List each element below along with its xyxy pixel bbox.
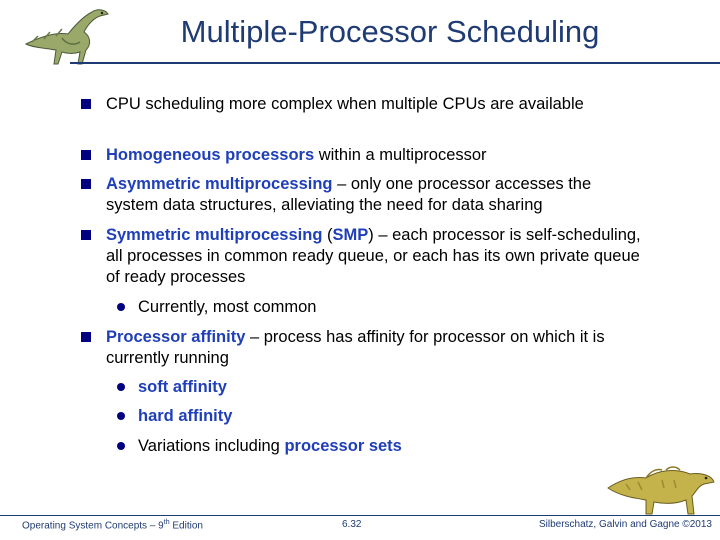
sub-bullet-text: Variations including xyxy=(138,437,285,455)
square-bullet-icon xyxy=(81,99,91,109)
term-symmetric: Symmetric multiprocessing xyxy=(106,226,323,244)
sub-bullet-hard-affinity xyxy=(138,406,638,427)
bullet-text: – process has affinity for processor on which it is currently running xyxy=(106,328,605,367)
sub-bullet-soft-affinity xyxy=(138,377,638,398)
round-bullet-icon xyxy=(117,412,125,420)
bullet-affinity xyxy=(106,327,646,369)
sub-bullet-processor-sets xyxy=(138,436,638,457)
dinosaur-icon xyxy=(22,6,118,68)
bullet-asymmetric xyxy=(106,174,646,216)
bullet-text: within a multiprocessor xyxy=(314,146,487,164)
dinosaur-icon xyxy=(606,458,718,520)
page-title: Multiple-Processor Scheduling xyxy=(180,14,600,49)
sub-bullet-most-common xyxy=(138,297,638,318)
square-bullet-icon xyxy=(81,230,91,240)
footer-page-number: 6.32 xyxy=(342,519,362,530)
term-processor-sets: processor sets xyxy=(284,437,402,455)
term-smp: SMP xyxy=(332,226,369,244)
bullet-homogeneous xyxy=(106,145,646,166)
round-bullet-icon xyxy=(117,303,125,311)
footer-book-title: Operating System Concepts – 9th Edition xyxy=(22,519,203,532)
paren-open: ( xyxy=(322,226,333,244)
term-asymmetric: Asymmetric multiprocessing xyxy=(106,175,333,193)
square-bullet-icon xyxy=(81,150,91,160)
bullet-text: ) – each processor is self-scheduling, all processes in common ready queue, or each has its own private queue of ready processes xyxy=(106,226,641,286)
square-bullet-icon xyxy=(81,179,91,189)
round-bullet-icon xyxy=(117,442,125,450)
bullet-text: – only one processor accesses the system data structures, alleviating the need for data sharing xyxy=(106,175,592,214)
square-bullet-icon xyxy=(81,332,91,342)
footer-divider xyxy=(0,515,720,516)
bullet-text: CPU scheduling more complex when multiple CPUs are available xyxy=(106,95,584,113)
term-hard-affinity: hard affinity xyxy=(138,407,233,425)
sub-bullet-text: Currently, most common xyxy=(138,298,317,316)
term-soft-affinity: soft affinity xyxy=(138,378,227,396)
footer-authors: Silberschatz, Galvin and Gagne ©2013 xyxy=(538,519,712,530)
bullet-symmetric xyxy=(106,225,646,288)
round-bullet-icon xyxy=(117,383,125,391)
bullet-cpu-scheduling xyxy=(106,94,646,115)
term-affinity: Processor affinity xyxy=(106,328,246,346)
title-divider xyxy=(70,62,720,64)
term-homogeneous: Homogeneous processors xyxy=(106,146,315,164)
